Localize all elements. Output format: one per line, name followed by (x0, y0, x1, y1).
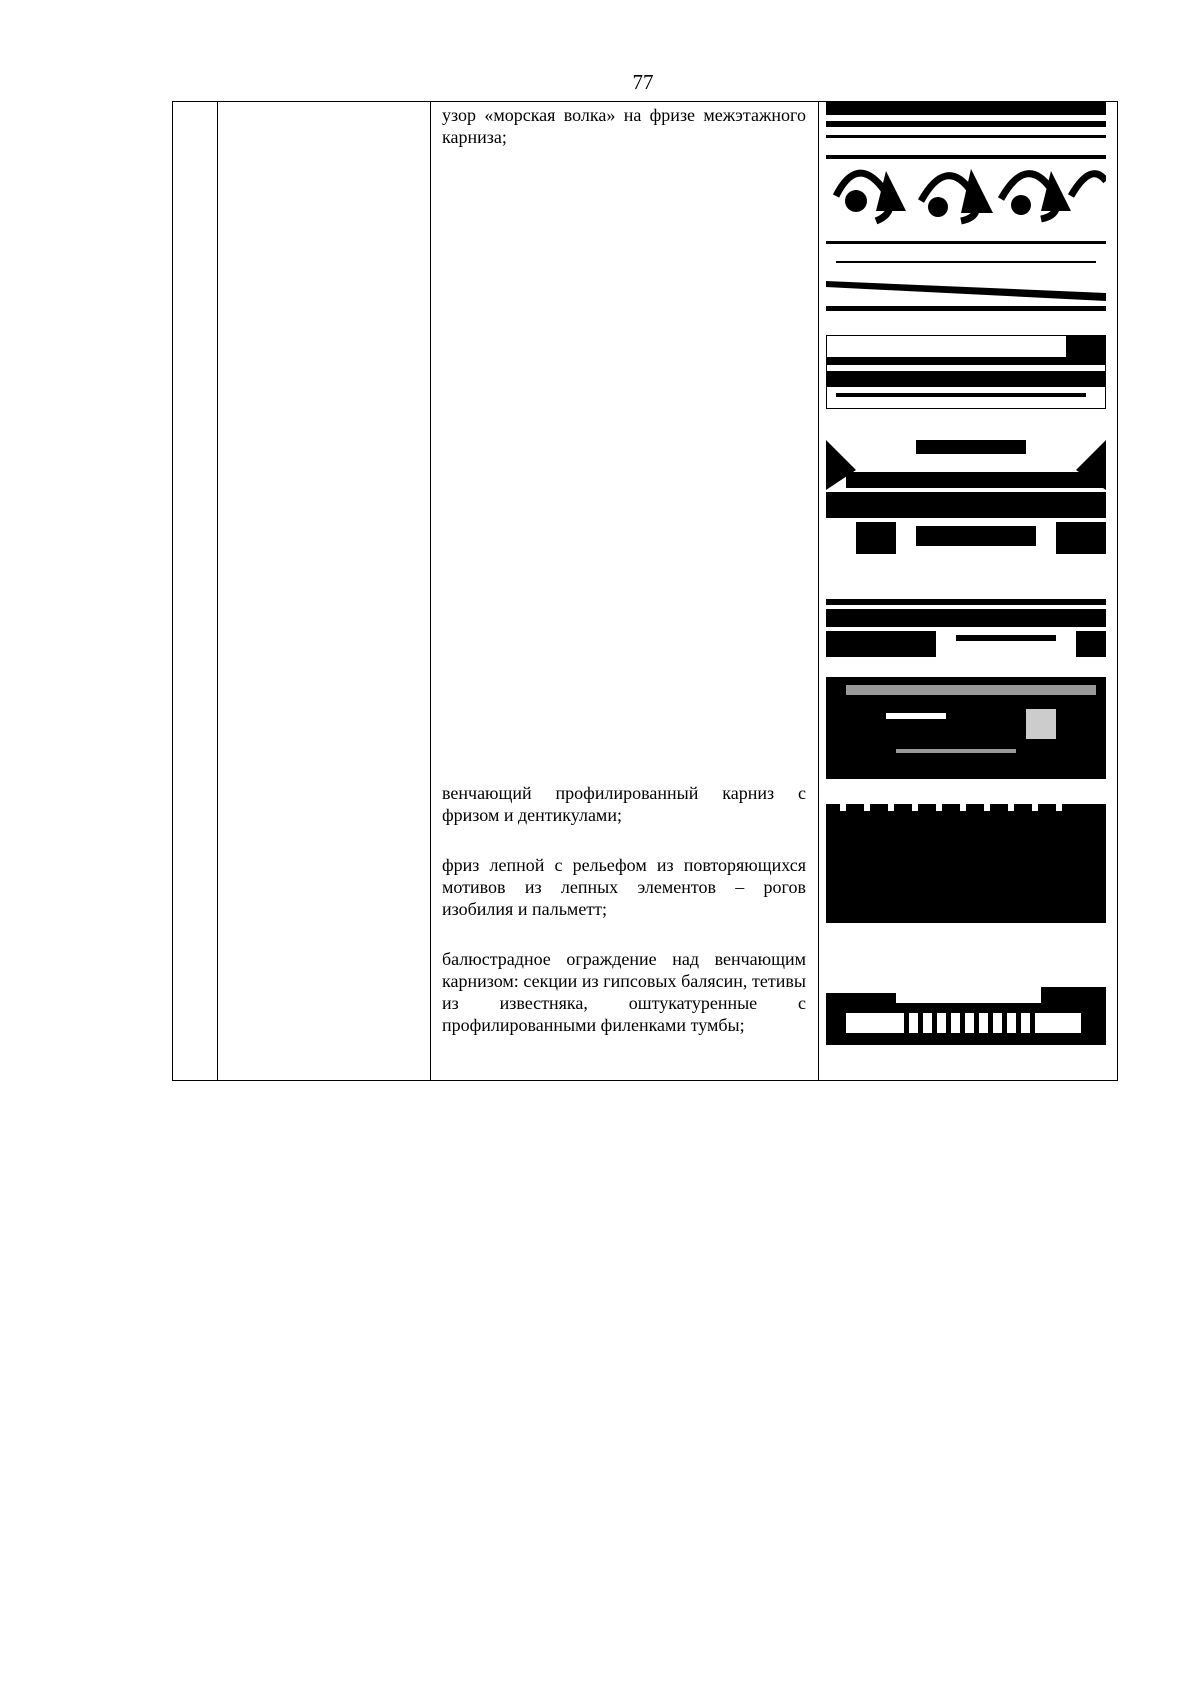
balustrade-photo (826, 963, 1106, 1053)
bracketed-cornice-photo (826, 430, 1106, 554)
relief-frieze-photo (826, 101, 1106, 312)
element-description: венчающий профилированный карниз с фризом и дентикулами; (442, 783, 806, 825)
cornice-photo (826, 335, 1106, 409)
element-description: узор «морская волка» на фризе межэтажного карниза; (442, 105, 806, 147)
page-number: 77 (632, 70, 654, 94)
dentil-frieze-photo (826, 800, 1106, 923)
element-description: балюстрадное ограждение над венчающим карнизом: секции из гипсовых балясин, тетивы из известняка, оштукатуренные с профилированными филенками тумбы; (442, 949, 806, 1035)
moulded-frieze-photo (826, 677, 1106, 779)
column-divider (217, 102, 218, 1080)
element-description: фриз лепной с рельефом из повторяющихся мотивов из лепных элементов – рогов изобилия и пальметт; (442, 855, 806, 919)
crowning-cornice-photo (826, 573, 1106, 657)
column-divider (430, 102, 431, 1080)
column-divider (818, 102, 819, 1080)
